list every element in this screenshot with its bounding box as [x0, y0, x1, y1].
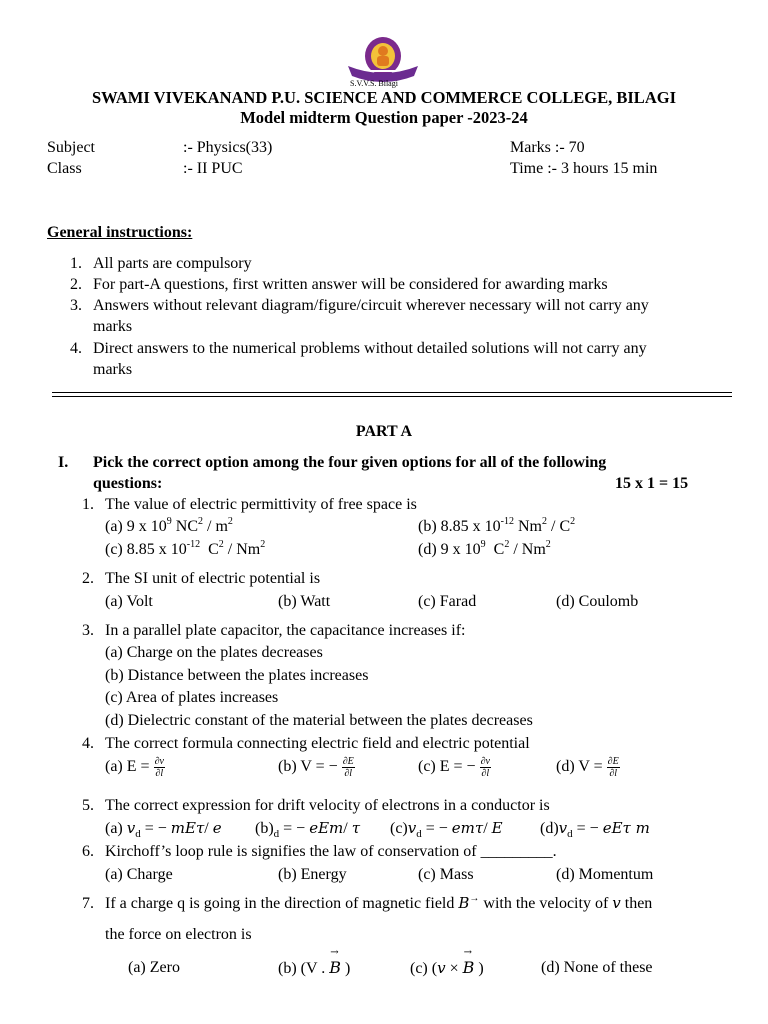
option-c: (c) 8.85 x $10^{-12}$ $C^2 / Nm^2$	[105, 539, 266, 558]
option-a: (a) Volt	[105, 593, 153, 610]
option-c: (c) Area of plates increases	[105, 689, 279, 706]
question-text-cont: the force on electron is	[105, 926, 252, 943]
question-number: 3.	[82, 622, 94, 639]
option-c: (c) (v × → B )	[410, 958, 484, 979]
question-number: 1.	[82, 496, 94, 513]
instruction-item-cont: marks	[93, 318, 133, 335]
option-b: (b) V = − $\frac{\partial E}{\partial l}$	[278, 756, 354, 779]
divider-line	[52, 392, 732, 393]
option-d: (d) Coulomb	[556, 593, 639, 610]
marks-value: Marks :- 70	[510, 139, 585, 156]
instruction-number: 3.	[70, 297, 82, 314]
option-b: (b) 8.85 x $10^{-12}$ $Nm^2 / C^2$	[418, 516, 576, 535]
question-text: The SI unit of electric potential is	[105, 570, 321, 587]
option-b: (b) Distance between the plates increases	[105, 667, 369, 684]
question-text: If a charge q is going in the direction of magnetic field B→ with the velocity of v then	[105, 893, 653, 912]
option-d: $(d)v_d$ = − eEτ m	[540, 819, 650, 841]
instruction-item-cont: marks	[93, 361, 133, 378]
option-d: (d) Dielectric constant of the material between the plates decreases	[105, 712, 533, 729]
logo-caption: S.V.V.S. Bilagi	[350, 79, 398, 88]
question-text: In a parallel plate capacitor, the capacitance increases if:	[105, 622, 466, 639]
option-d: (d) V = $\frac{\partial E}{\partial l}$	[556, 756, 619, 779]
class-label: Class	[47, 160, 82, 177]
instruction-item: Answers without relevant diagram/figure/circuit wherever necessary will not carry any	[93, 297, 649, 314]
class-value: :- II PUC	[183, 160, 243, 177]
subject-label: Subject	[47, 139, 95, 156]
question-number: 7.	[82, 895, 94, 912]
question-text: The value of electric permittivity of free space is	[105, 496, 417, 513]
option-b: (b) Watt	[278, 593, 331, 610]
instruction-number: 2.	[70, 276, 82, 293]
question-text: The correct expression for drift velocity of electrons in a conductor is	[105, 797, 550, 814]
instructions-heading: General instructions:	[47, 224, 193, 241]
option-d: (d) 9 x $10^9$ $C^2 / Nm^2$	[418, 539, 551, 558]
option-c: $(c)v_d$ = − emτ/ E	[390, 819, 503, 841]
option-a: (a) 9 x $10^9$ $NC^2 / m^2$	[105, 516, 233, 535]
instruction-item: All parts are compulsory	[93, 255, 252, 272]
question-text: Kirchoff’s loop rule is signifies the law of conservation of _________.	[105, 843, 557, 860]
option-a: (a) $v_d$ = − mEτ/ e	[105, 819, 222, 841]
question-number: 2.	[82, 570, 94, 587]
question-number: 4.	[82, 735, 94, 752]
instruction-number: 4.	[70, 340, 82, 357]
question-text: The correct formula connecting electric field and electric potential	[105, 735, 530, 752]
option-a: (a) Charge on the plates decreases	[105, 644, 323, 661]
question-number: 5.	[82, 797, 94, 814]
option-d: (d) None of these	[541, 959, 653, 976]
divider-line	[52, 396, 732, 397]
option-b: (b) Energy	[278, 866, 347, 883]
instruction-item: Direct answers to the numerical problems without detailed solutions will not carry any	[93, 340, 647, 357]
section-instruction-cont: questions:	[93, 475, 163, 492]
option-d: (d) Momentum	[556, 866, 654, 883]
subject-value: :- Physics(33)	[183, 139, 273, 156]
option-c: (c) E = − $\frac{\partial v}{\partial l}$	[418, 756, 490, 779]
option-c: (c) Farad	[418, 593, 477, 610]
section-number: I.	[58, 454, 69, 471]
question-number: 6.	[82, 843, 94, 860]
option-a: (a) E = $\frac{\partial v}{\partial l}$	[105, 756, 164, 779]
time-value: Time :- 3 hours 15 min	[510, 160, 658, 177]
instruction-number: 1.	[70, 255, 82, 272]
instruction-item: For part-A questions, first written answer will be considered for awarding marks	[93, 276, 608, 293]
option-a: (a) Zero	[128, 959, 180, 976]
section-marks: 15 x 1 = 15	[615, 475, 689, 492]
option-a: (a) Charge	[105, 866, 173, 883]
part-a-title: PART A	[355, 423, 413, 440]
college-name: SWAMI VIVEKANAND P.U. SCIENCE AND COMMERCE COLLEGE, BILAGI	[91, 88, 676, 107]
option-c: (c) Mass	[418, 866, 474, 883]
option-b: (b) (V . → B )	[278, 958, 350, 979]
paper-title: Model midterm Question paper -2023-24	[240, 108, 528, 127]
section-instruction: Pick the correct option among the four given options for all of the following	[93, 454, 607, 471]
option-b: $(b)_d$ = − eEm/ τ	[255, 819, 361, 841]
